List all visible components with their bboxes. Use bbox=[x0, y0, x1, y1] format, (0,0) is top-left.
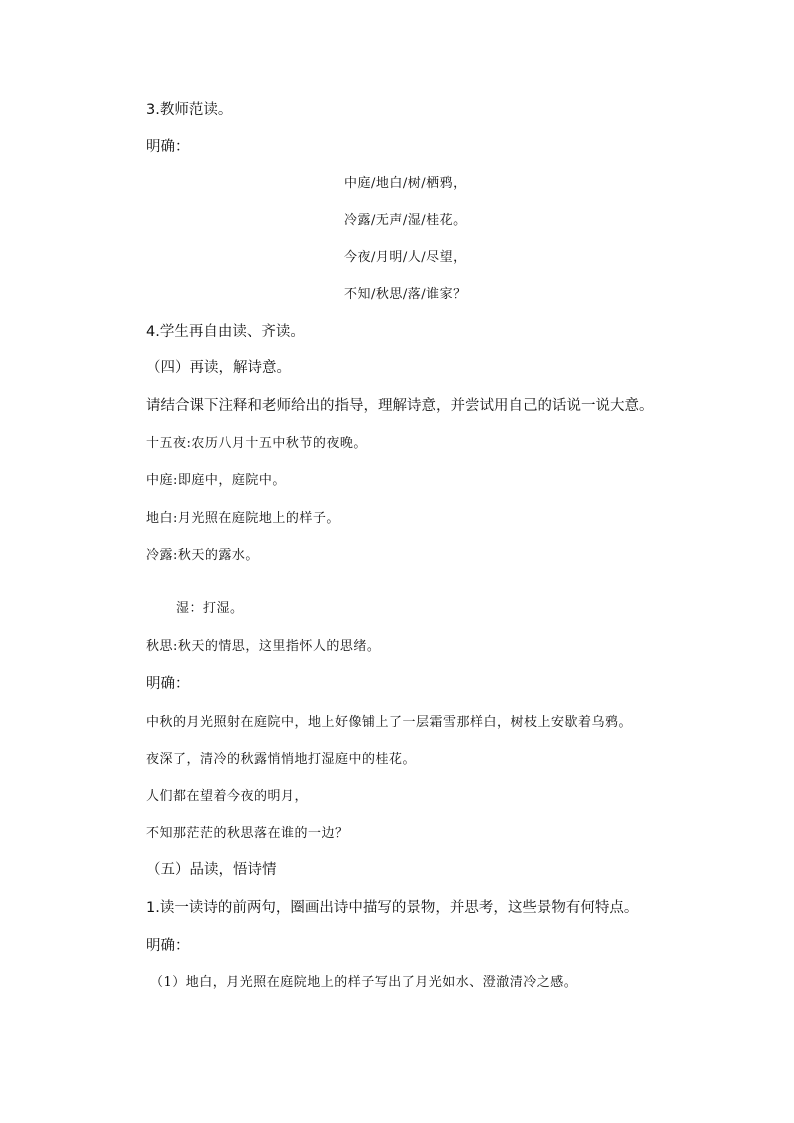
note-qiusi: 秋思:秋天的情思，这里指怀人的思绪。 bbox=[146, 639, 381, 654]
question-1: 1.读一读诗的前两句，圈画出诗中描写的景物，并思考，这些景物有何特点。 bbox=[146, 900, 639, 916]
note-shi: 湿：打湿。 bbox=[176, 601, 244, 616]
note-zhongting: 中庭:即庭中，庭院中。 bbox=[146, 473, 286, 488]
answer-1: （1）地白，月光照在庭院地上的样子写出了月光如水、澄澈清冷之感。 bbox=[150, 975, 578, 990]
instruction-text: 请结合课下注释和老师给出的指导，理解诗意，并尝试用自己的话说一说大意。 bbox=[146, 398, 654, 414]
note-shiwuye: 十五夜:农历八月十五中秋节的夜晚。 bbox=[146, 436, 367, 451]
clarify-label: 明确： bbox=[146, 676, 190, 692]
translation-line-3: 人们都在望着今夜的明月， bbox=[146, 789, 309, 804]
section-heading-4: （四）再读，解诗意。 bbox=[146, 360, 291, 376]
poem-line-4: 不知/秋思/落/谁家？ bbox=[344, 287, 467, 302]
section-heading-5: （五）品读，悟诗情 bbox=[146, 862, 277, 878]
note-lenglu: 冷露:秋天的露水。 bbox=[146, 548, 259, 563]
step-student-reading: 4.学生再自由读、齐读。 bbox=[146, 324, 305, 340]
poem-line-3: 今夜/月明/人/尽望， bbox=[344, 250, 467, 265]
clarify-label: 明确： bbox=[146, 938, 190, 954]
poem-line-1: 中庭/地白/树/栖鸦， bbox=[344, 176, 467, 191]
note-dibai: 地白:月光照在庭院地上的样子。 bbox=[146, 511, 340, 526]
poem-line-2: 冷露/无声/湿/桂花。 bbox=[344, 213, 467, 228]
translation-line-1: 中秋的月光照射在庭院中，地上好像铺上了一层霜雪那样白，树枝上安歇着乌鸦。 bbox=[146, 715, 633, 730]
step-teacher-reading: 3.教师范读。 bbox=[146, 102, 233, 118]
translation-line-4: 不知那茫茫的秋思落在谁的一边？ bbox=[146, 826, 349, 841]
translation-line-2: 夜深了，清冷的秋露悄悄地打湿庭中的桂花。 bbox=[146, 752, 417, 767]
clarify-label: 明确： bbox=[146, 139, 190, 155]
